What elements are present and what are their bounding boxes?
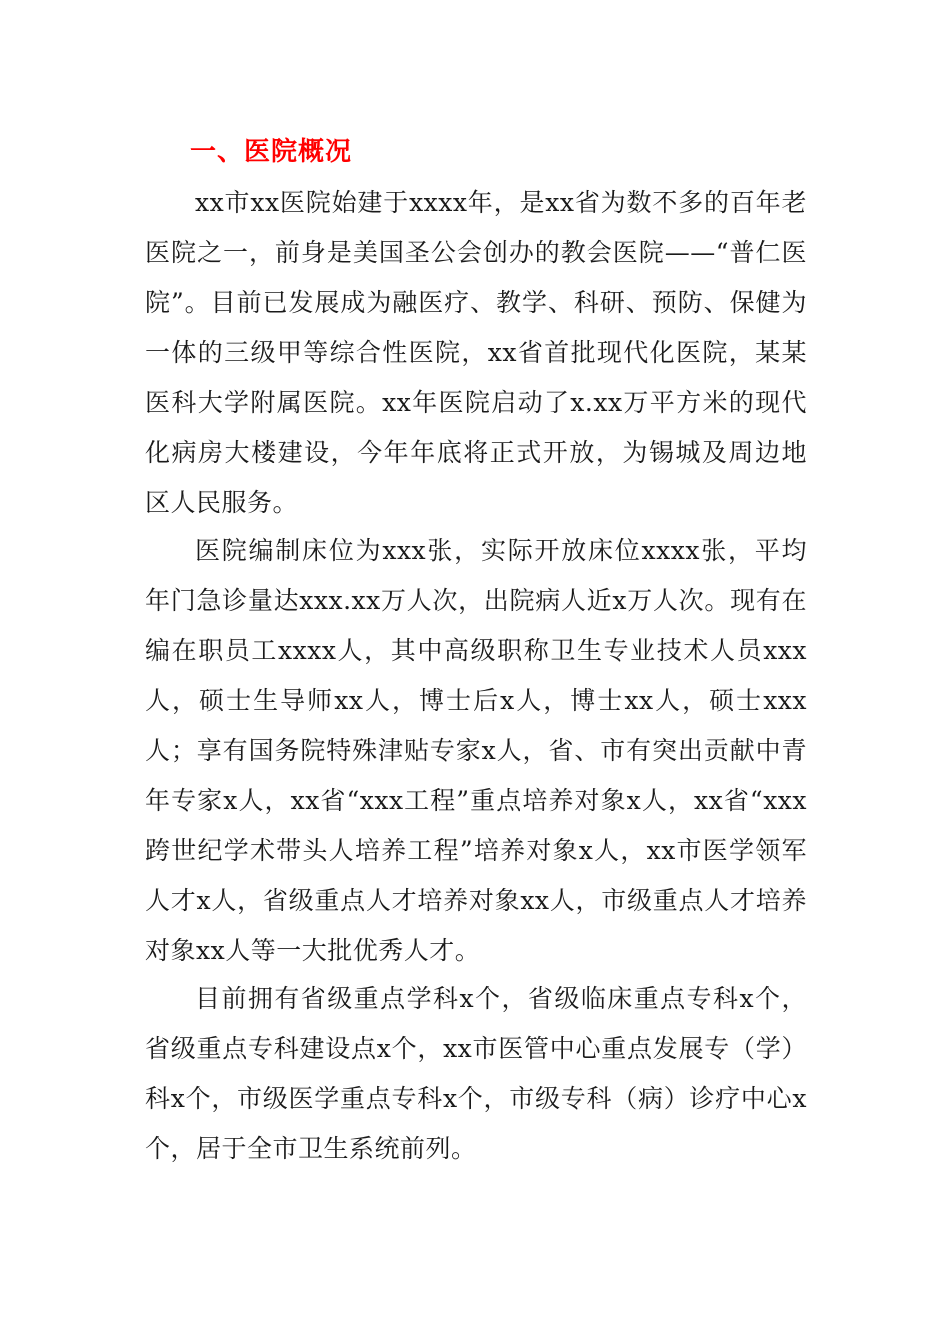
paragraph-overview: xx市xx医院始建于xxxx年，是xx省为数不多的百年老医院之一，前身是美国圣公会创办的教会医院——“普仁医院”。目前已发展成为融医疗、教学、科研、预防、保健为一体的三级甲等综合性医院，xx省首批现代化医院，某某医科大学附属医院。xx年医院启动了x.xx万平方米的现代化病房大楼建设，今年年底将正式开放，为锡城及周边地区人民服务。 — [145, 188, 807, 517]
paragraph-staff: 医院编制床位为xxx张，实际开放床位xxxx张，平均年门急诊量达xxx.xx万人次，出院病人近x万人次。现有在编在职员工xxxx人，其中高级职称卫生专业技术人员xxx人，硕士生导师xx人，博士后x人，博士xx人，硕士xxx人；享有国务院特殊津贴专家x人，省、市有突出贡献中青年专家x人，xx省“xxx工程”重点培养对象x人，xx省“xxx跨世纪学术带头人培养工程”培养对象x人，xx市医学领军人才x人，省级重点人才培养对象xx人，市级重点人才培养对象xx人等一大批优秀人才。 — [145, 536, 807, 965]
paragraph-specialties: 目前拥有省级重点学科x个，省级临床重点专科x个，省级重点专科建设点x个，xx市医管中心重点发展专（学）科x个，市级医学重点专科x个，市级专科（病）诊疗中心x个，居于全市卫生系统前列。 — [145, 984, 807, 1163]
section-heading: 一、医院概况 — [190, 137, 353, 167]
